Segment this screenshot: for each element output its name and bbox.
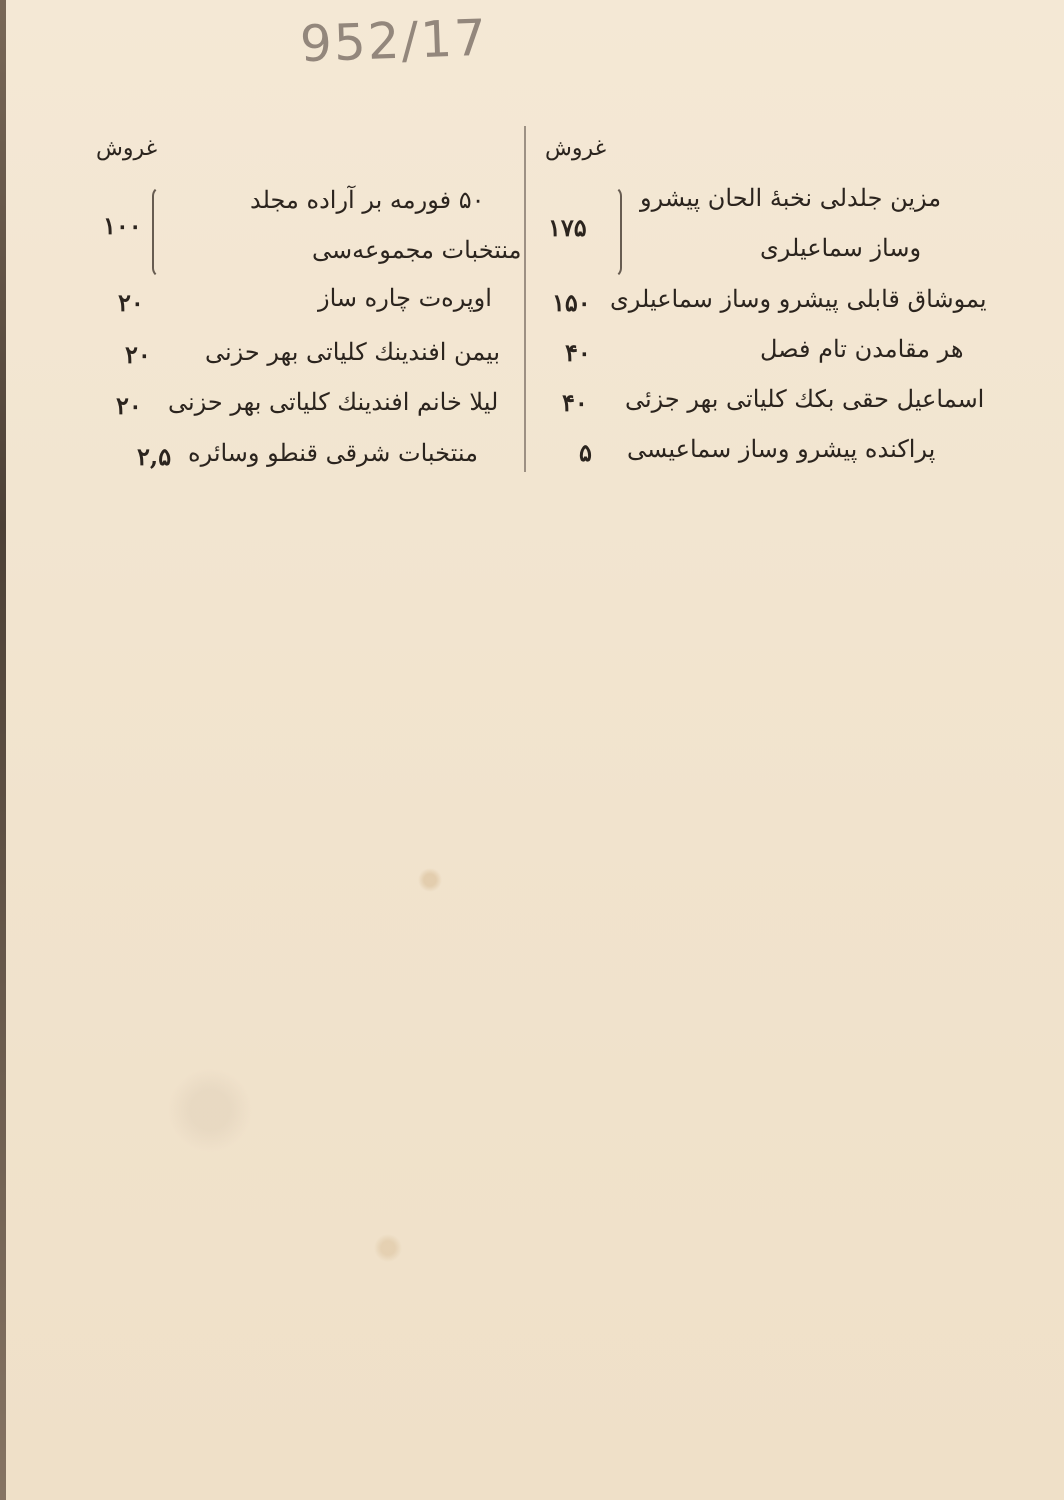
left-column-header: غروش (96, 136, 158, 161)
page-edge-shadow (0, 0, 6, 1500)
right-item-3-price: ۱۵۰ (552, 288, 591, 317)
right-item-5-price: ۴۰ (562, 388, 588, 417)
right-column-header: غروش (545, 136, 607, 161)
left-item-3-price: ۲۰ (118, 288, 144, 317)
right-item-2-text: وساز سماعیلری (760, 234, 922, 262)
right-item-5-text: اسماعیل حقی بكك كلیاتی بهر جزئی (625, 385, 985, 413)
left-item-2-price: ۱۰۰ (103, 211, 142, 240)
left-item-6-text: منتخبات شرقی قنطو وسائره (188, 439, 479, 467)
right-item-1-text: مزین جلدلی نخبهٔ الحان پیشرو (640, 184, 942, 212)
right-item-4-price: ۴۰ (565, 338, 591, 367)
left-item-5-price: ۲۰ (116, 391, 142, 420)
right-brace (602, 186, 622, 278)
right-item-6-text: پراكنده پیشرو وساز سماعیسی (627, 435, 936, 463)
left-item-3-text: اوپره‌ت چاره ساز (318, 284, 492, 312)
column-divider (524, 126, 526, 472)
left-item-4-price: ۲۰ (125, 340, 151, 369)
left-item-2-text: منتخبات مجموعه‌سی (312, 236, 522, 264)
left-item-6-price: ۲,۵ (137, 442, 172, 471)
left-brace (152, 186, 172, 278)
right-item-2-price: ۱۷۵ (548, 213, 587, 242)
catalog-reference: 952/17 (299, 8, 489, 74)
right-item-3-text: یموشاق قابلی پیشرو وساز سماعیلری (610, 285, 987, 313)
right-item-4-text: هر مقامدن تام فصل (760, 335, 964, 363)
right-item-6-price: ۵ (579, 438, 592, 467)
left-item-5-text: لیلا خانم افندینك كلیاتی بهر حزنی (168, 388, 499, 416)
left-item-4-text: بیمن افندینك كلیاتی بهر حزنی (205, 338, 501, 366)
left-item-1-text: ۵۰ فورمه بر آراده مجلد (250, 186, 485, 214)
